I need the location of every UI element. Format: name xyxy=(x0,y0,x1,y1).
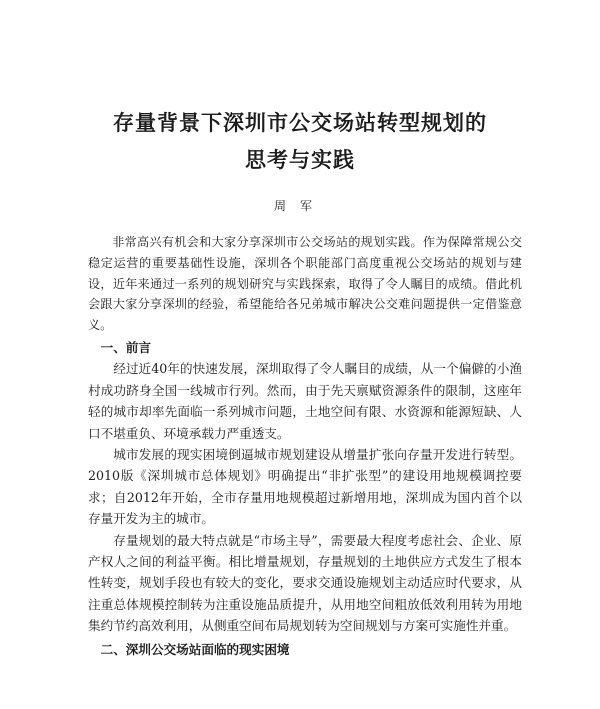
author: 周军 xyxy=(273,199,326,213)
body-paragraph: 城市发展的现实困境倒逼城市规划建设从增量扩张向存量开发进行转型。2010版《深圳城市总体规划》明确提出“非扩张型”的建设用地规模调控要求；自2012年开始，全市存量用地规模超过新增用地，深圳成为国内首个以存量开发为主的城市。 xyxy=(88,447,522,527)
article-body xyxy=(88,232,522,660)
body-paragraph: 存量规划的最大特点就是“市场主导”，需要最大程度考虑社会、企业、原产权人之间的利益平衡。相比增量规划，存量规划的土地供应方式发生了根本性转变，规划手段也有较大的变化，要求交通设施规划主动适应时代要求，从注重总体规模控制转为注重设施品质提升，从用地空间粗放低效利用转为用地集约节约高效利用，从侧重空间布局规划转为空间规划与方案可实施性并重。 xyxy=(88,532,522,634)
title-line-1: 存量背景下深圳市公交场站转型规划的 xyxy=(113,111,487,135)
section-heading-preface: 一、前言 xyxy=(100,339,151,355)
title-line-2: 思考与实践 xyxy=(245,148,355,172)
body-paragraph: 经过近40年的快速发展，深圳取得了令人瞩目的成绩，从一个偏僻的小渔村成功跻身全国一线城市行列。然而，由于先天禀赋资源条件的限制，这座年轻的城市却率先面临一系列城市问题，土地空间有限、水资源和能源短缺、人口不堪重负、环境承载力严重透支。 xyxy=(88,361,522,441)
section-heading-challenges: 二、深圳公交场站面临的现实困境 xyxy=(100,641,290,657)
abstract-paragraph: 非常高兴有机会和大家分享深圳市公交场站的规划实践。作为保障常规公交稳定运营的重要基础性设施，深圳各个职能部门高度重视公交场站的规划与建设，近年来通过一系列的规划研究与实践探索，取得了令人瞩目的成绩。借此机会跟大家分享深圳的经验，希望能给各兄弟城市解决公交难问题提供一定借鉴意义。 xyxy=(88,235,522,333)
